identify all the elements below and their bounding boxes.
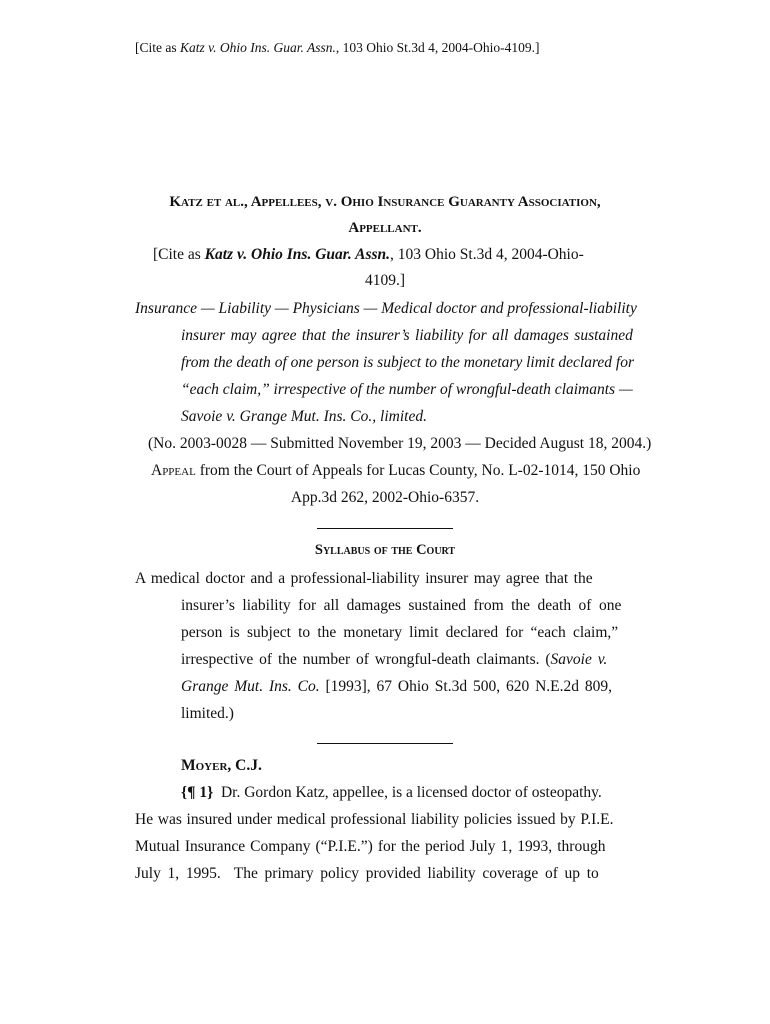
section-divider: [317, 528, 453, 529]
syllabus-line: insurer’s liability for all damages sustained from the death of one: [181, 597, 622, 614]
header-cite-case: Katz v. Ohio Ins. Guar. Assn.: [180, 40, 336, 55]
cite-block-suffix: , 103 Ohio St.3d 4, 2004-Ohio-: [390, 246, 584, 263]
appeal-line1: [151, 462, 640, 480]
opinion-first-line-text: Dr. Gordon Katz, appellee, is a licensed doctor of osteopathy.: [213, 784, 602, 801]
appeal-label: Appeal: [151, 462, 196, 479]
header-citation: [135, 40, 540, 56]
header-cite-suffix: , 103 Ohio St.3d 4, 2004-Ohio-4109.]: [335, 40, 540, 55]
syllabus-line: A medical doctor and a professional-liability insurer may agree that the: [135, 570, 593, 587]
docket-info: (No. 2003-0028 — Submitted November 19, 2003 — Decided August 18, 2004.): [148, 435, 652, 452]
syllabus-line: limited.): [181, 705, 234, 722]
opinion-line: He was insured under medical professional liability policies issued by P.I.E.: [135, 811, 614, 828]
syllabus-line: [181, 651, 607, 669]
cite-block-case: Katz v. Ohio Ins. Guar. Assn.: [204, 246, 391, 263]
headnote-line: insurer may agree that the insurer’s liability for all damages sustained: [181, 327, 633, 344]
paragraph-marker: {¶ 1}: [181, 784, 214, 801]
headnote-line: Insurance — Liability — Physicians — Medical doctor and professional-liability: [135, 300, 637, 317]
syllabus-line5-text: [1993], 67 Ohio St.3d 500, 620 N.E.2d 809,: [319, 678, 613, 695]
cite-block-line2: 4109.]: [364, 272, 406, 289]
headnote-line: “each claim,” irrespective of the number of wrongful-death claimants —: [181, 381, 633, 398]
syllabus-line: person is subject to the monetary limit declared for “each claim,”: [181, 624, 619, 641]
appeal-text: from the Court of Appeals for Lucas County, No. L-02-1014, 150 Ohio: [195, 462, 641, 479]
syllabus-heading: Syllabus of the Court: [314, 542, 456, 558]
case-caption-line2: Appellant.: [348, 220, 422, 236]
opinion-line: July 1, 1995. The primary policy provided liability coverage of up to: [135, 865, 599, 882]
syllabus-line: [181, 678, 612, 696]
cite-block-line1: [153, 246, 584, 264]
syllabus-line5-case: Grange Mut. Ins. Co.: [181, 678, 320, 695]
cite-block-prefix: [Cite as: [153, 246, 205, 263]
appeal-line2: App.3d 262, 2002-Ohio-6357.: [290, 489, 480, 506]
case-caption-line1: Katz et al., Appellees, v. Ohio Insurance Guaranty Association,: [169, 194, 601, 210]
syllabus-line4-case: Savoie v.: [550, 651, 608, 668]
syllabus-line4-text: irrespective of the number of wrongful-death claimants. (: [181, 651, 551, 668]
opinion-author: Moyer, C.J.: [181, 757, 262, 774]
section-divider: [317, 743, 453, 744]
opinion-line: [181, 784, 602, 802]
headnote-line: from the death of one person is subject to the monetary limit declared for: [181, 354, 635, 371]
headnote-line: Savoie v. Grange Mut. Ins. Co., limited.: [181, 408, 427, 425]
header-cite-prefix: [Cite as: [135, 40, 180, 55]
opinion-line: Mutual Insurance Company (“P.I.E.”) for the period July 1, 1993, through: [135, 838, 606, 855]
